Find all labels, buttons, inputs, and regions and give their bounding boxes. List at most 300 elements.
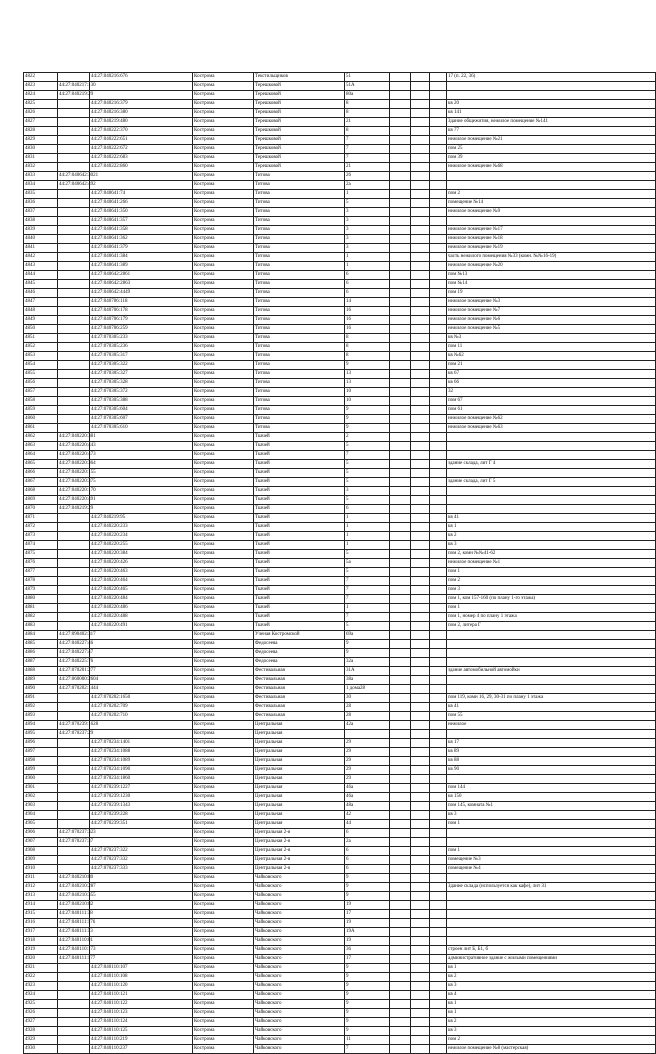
empty-cell [390, 739, 411, 748]
empty-cell [411, 658, 430, 667]
empty-cell [390, 901, 411, 910]
empty-cell [411, 703, 430, 712]
row-number-cell: 4929 [24, 1036, 58, 1045]
premises-cadastral-cell [90, 919, 193, 928]
street-cell: Ткачей [254, 613, 345, 622]
building-cadastral-cell [58, 811, 90, 820]
premises-note-cell: нежилое помещение №63 [447, 424, 656, 433]
city-cell: Кострома [193, 361, 254, 370]
empty-cell [430, 451, 447, 460]
street-cell: Титова [254, 244, 345, 253]
empty-cell [411, 73, 430, 82]
premises-note-cell: 32 [447, 388, 656, 397]
premises-note-cell: нежилое помещение №9 [447, 208, 656, 217]
empty-cell [430, 235, 447, 244]
table-row [24, 901, 656, 910]
city-cell: Кострома [193, 217, 254, 226]
house-number-cell: 8 [345, 109, 390, 118]
premises-cadastral-cell: 44:27:070239:1343 [90, 802, 193, 811]
table-row [24, 1027, 656, 1036]
row-number-cell: 4838 [24, 217, 58, 226]
row-number-cell: 4893 [24, 712, 58, 721]
street-cell: Титова [254, 235, 345, 244]
house-number-cell: 69а [345, 631, 390, 640]
table-row [24, 379, 656, 388]
empty-cell [411, 631, 430, 640]
row-number-cell: 4867 [24, 478, 58, 487]
premises-cadastral-cell: 44:27:040220:255 [90, 541, 193, 550]
premises-note-cell: кв 66 [447, 379, 656, 388]
premises-cadastral-cell: 44:27:040642:4449 [90, 289, 193, 298]
empty-cell [390, 82, 411, 91]
street-cell: Титова [254, 226, 345, 235]
building-cadastral-cell: 44:27:040219:29 [58, 91, 90, 100]
empty-cell [390, 694, 411, 703]
street-cell: Терешковой [254, 91, 345, 100]
table-row [24, 748, 656, 757]
street-cell: Фестивальная [254, 676, 345, 685]
street-cell: Титова [254, 316, 345, 325]
empty-cell [430, 172, 447, 181]
premises-note-cell: пом 2 [447, 577, 656, 586]
row-number-cell: 4909 [24, 856, 58, 865]
premises-note-cell: пом 39 [447, 154, 656, 163]
house-number-cell: 1 [345, 190, 390, 199]
house-number-cell: 51 [345, 73, 390, 82]
empty-cell [411, 379, 430, 388]
empty-cell [411, 199, 430, 208]
empty-cell [390, 181, 411, 190]
building-cadastral-cell [58, 235, 90, 244]
empty-cell [390, 442, 411, 451]
empty-cell [390, 658, 411, 667]
row-number-cell: 4914 [24, 901, 58, 910]
empty-cell [390, 847, 411, 856]
building-cadastral-cell [58, 298, 90, 307]
street-cell: Центральная [254, 793, 345, 802]
street-cell: Титова [254, 379, 345, 388]
table-row [24, 118, 656, 127]
building-cadastral-cell [58, 217, 90, 226]
table-row [24, 847, 656, 856]
city-cell: Кострома [193, 100, 254, 109]
row-number-cell: 4877 [24, 568, 58, 577]
empty-cell [390, 631, 411, 640]
premises-cadastral-cell: 44:27:040220:464 [90, 577, 193, 586]
house-number-cell: 7 [345, 586, 390, 595]
street-cell: Титова [254, 280, 345, 289]
street-cell: Ткачей [254, 505, 345, 514]
premises-cadastral-cell: 44:27:070234:1088 [90, 748, 193, 757]
empty-cell [430, 541, 447, 550]
premises-cadastral-cell [90, 649, 193, 658]
building-cadastral-cell [58, 370, 90, 379]
city-cell: Кострома [193, 730, 254, 739]
empty-cell [390, 775, 411, 784]
empty-cell [430, 379, 447, 388]
premises-note-cell: пом 3 [447, 586, 656, 595]
empty-cell [390, 370, 411, 379]
building-cadastral-cell [58, 109, 90, 118]
street-cell: Ткачей [254, 523, 345, 532]
premises-cadastral-cell [90, 82, 193, 91]
empty-cell [430, 442, 447, 451]
empty-cell [390, 487, 411, 496]
empty-cell [411, 649, 430, 658]
house-number-cell: 6 [345, 505, 390, 514]
building-cadastral-cell: 44:27:070202:1444 [58, 685, 90, 694]
building-cadastral-cell [58, 208, 90, 217]
premises-cadastral-cell: 44:27:040222:651 [90, 136, 193, 145]
premises-cadastral-cell: 44:27:040642:2861 [90, 271, 193, 280]
street-cell: Титова [254, 199, 345, 208]
table-row [24, 811, 656, 820]
premises-cadastral-cell [90, 172, 193, 181]
city-cell: Кострома [193, 721, 254, 730]
city-cell: Кострома [193, 514, 254, 523]
premises-cadastral-cell [90, 442, 193, 451]
empty-cell [411, 811, 430, 820]
empty-cell [430, 784, 447, 793]
empty-cell [390, 100, 411, 109]
empty-cell [390, 91, 411, 100]
street-cell: Ткачей [254, 604, 345, 613]
empty-cell [411, 829, 430, 838]
house-number-cell: 10 [345, 397, 390, 406]
empty-cell [430, 649, 447, 658]
street-cell: Ткачей [254, 541, 345, 550]
row-number-cell: 4901 [24, 784, 58, 793]
house-number-cell: 7 [345, 136, 390, 145]
empty-cell [430, 901, 447, 910]
building-cadastral-cell [58, 127, 90, 136]
street-cell: Ткачей [254, 595, 345, 604]
premises-cadastral-cell: 44:27:040110:107 [90, 964, 193, 973]
row-number-cell: 4887 [24, 658, 58, 667]
empty-cell [430, 712, 447, 721]
street-cell: Чайковского [254, 910, 345, 919]
building-cadastral-cell [58, 523, 90, 532]
empty-cell [430, 415, 447, 424]
premises-cadastral-cell [90, 829, 193, 838]
city-cell: Кострома [193, 460, 254, 469]
empty-cell [411, 559, 430, 568]
premises-note-cell: нежилое [447, 721, 656, 730]
empty-cell [411, 388, 430, 397]
house-number-cell: 19 [345, 937, 390, 946]
premises-note-cell: пом 1, ком 157-160 (по плану 1-го этажа) [447, 595, 656, 604]
table-row [24, 892, 656, 901]
street-cell: Ткачей [254, 478, 345, 487]
row-number-cell: 4925 [24, 1000, 58, 1009]
building-cadastral-cell [58, 388, 90, 397]
house-number-cell: 3 [345, 208, 390, 217]
premises-note-cell: пом 144 [447, 784, 656, 793]
premises-cadastral-cell: 44:27:070305:328 [90, 379, 193, 388]
premises-note-cell: нежилое помещение №7 [447, 307, 656, 316]
row-number-cell: 4928 [24, 1027, 58, 1036]
city-cell: Кострома [193, 1036, 254, 1045]
row-number-cell: 4862 [24, 433, 58, 442]
building-cadastral-cell [58, 856, 90, 865]
empty-cell [430, 298, 447, 307]
city-cell: Кострома [193, 946, 254, 955]
house-number-cell: 38а [345, 676, 390, 685]
empty-cell [430, 919, 447, 928]
empty-cell [390, 604, 411, 613]
empty-cell [430, 154, 447, 163]
empty-cell [390, 865, 411, 874]
row-number-cell: 4858 [24, 397, 58, 406]
table-row [24, 469, 656, 478]
premises-note-cell: кв 1 [447, 1009, 656, 1018]
house-number-cell: 5 [345, 478, 390, 487]
premises-cadastral-cell: 44:27:040220:491 [90, 622, 193, 631]
empty-cell [430, 973, 447, 982]
building-cadastral-cell [58, 604, 90, 613]
street-cell: Центральная [254, 820, 345, 829]
city-cell: Кострома [193, 712, 254, 721]
empty-cell [390, 937, 411, 946]
city-cell: Кострома [193, 82, 254, 91]
premises-note-cell: нежилое помещение №62 [447, 415, 656, 424]
building-cadastral-cell [58, 307, 90, 316]
premises-cadastral-cell [90, 451, 193, 460]
empty-cell [430, 91, 447, 100]
table-row [24, 415, 656, 424]
building-cadastral-cell: 44:27:040220:364 [58, 460, 90, 469]
street-cell: Федосеева [254, 658, 345, 667]
premises-cadastral-cell: 44:27:040641:358 [90, 226, 193, 235]
empty-cell [390, 1045, 411, 1054]
empty-cell [411, 577, 430, 586]
empty-cell [390, 973, 411, 982]
city-cell: Кострома [193, 496, 254, 505]
empty-cell [411, 775, 430, 784]
city-cell: Кострома [193, 244, 254, 253]
empty-cell [390, 154, 411, 163]
building-cadastral-cell [58, 379, 90, 388]
property-register-table [23, 72, 656, 1054]
empty-cell [430, 334, 447, 343]
city-cell: Кострома [193, 325, 254, 334]
house-number-cell: 5 [345, 199, 390, 208]
house-number-cell: 9 [345, 883, 390, 892]
premises-cadastral-cell: 44:27:040110:123 [90, 1009, 193, 1018]
table-row [24, 487, 656, 496]
premises-note-cell [447, 505, 656, 514]
table-row [24, 577, 656, 586]
empty-cell [411, 469, 430, 478]
empty-cell [411, 568, 430, 577]
premises-cadastral-cell [90, 631, 193, 640]
table-row [24, 1036, 656, 1045]
building-cadastral-cell [58, 820, 90, 829]
house-number-cell: 16 [345, 325, 390, 334]
empty-cell [390, 208, 411, 217]
building-cadastral-cell [58, 190, 90, 199]
house-number-cell: 17 [345, 910, 390, 919]
premises-cadastral-cell: 44:27:040220:465 [90, 586, 193, 595]
house-number-cell: 5 [345, 469, 390, 478]
building-cadastral-cell [58, 343, 90, 352]
row-number-cell: 4916 [24, 919, 58, 928]
premises-note-cell: пом 19 [447, 289, 656, 298]
empty-cell [411, 964, 430, 973]
house-number-cell: 19 [345, 919, 390, 928]
premises-note-cell: кв 17 [447, 739, 656, 748]
city-cell: Кострома [193, 874, 254, 883]
empty-cell [430, 109, 447, 118]
street-cell: Чайковского [254, 991, 345, 1000]
empty-cell [390, 145, 411, 154]
row-number-cell: 4840 [24, 235, 58, 244]
building-cadastral-cell [58, 1018, 90, 1027]
street-cell: Ткачей [254, 514, 345, 523]
premises-note-cell [447, 937, 656, 946]
empty-cell [430, 847, 447, 856]
street-cell: Титова [254, 334, 345, 343]
empty-cell [390, 784, 411, 793]
street-cell: Титова [254, 298, 345, 307]
empty-cell [390, 325, 411, 334]
empty-cell [411, 928, 430, 937]
city-cell: Кострома [193, 451, 254, 460]
empty-cell [430, 802, 447, 811]
empty-cell [390, 856, 411, 865]
row-number-cell: 4823 [24, 82, 58, 91]
empty-cell [411, 154, 430, 163]
premises-note-cell: кв 3 [447, 811, 656, 820]
premises-cadastral-cell: 44:27:040110:124 [90, 1018, 193, 1027]
house-number-cell: 2а [345, 181, 390, 190]
house-number-cell: 7 [345, 451, 390, 460]
house-number-cell: 19А [345, 928, 390, 937]
premises-cadastral-cell [90, 487, 193, 496]
premises-note-cell [447, 928, 656, 937]
premises-cadastral-cell: 44:27:070234:1401 [90, 739, 193, 748]
empty-cell [430, 928, 447, 937]
table-row [24, 991, 656, 1000]
empty-cell [411, 118, 430, 127]
empty-cell [430, 595, 447, 604]
premises-note-cell: кв 3 [447, 541, 656, 550]
city-cell: Кострома [193, 262, 254, 271]
empty-cell [411, 802, 430, 811]
row-number-cell: 4830 [24, 145, 58, 154]
empty-cell [390, 559, 411, 568]
house-number-cell: 9 [345, 1000, 390, 1009]
street-cell: Центральная [254, 802, 345, 811]
empty-cell [430, 145, 447, 154]
empty-cell [390, 838, 411, 847]
empty-cell [411, 343, 430, 352]
premises-cadastral-cell: 44:27:040216:379 [90, 100, 193, 109]
premises-note-cell: кв 77 [447, 127, 656, 136]
city-cell: Кострома [193, 316, 254, 325]
city-cell: Кострома [193, 955, 254, 964]
premises-cadastral-cell [90, 901, 193, 910]
premises-note-cell: административное здание с жилыми помещениями [447, 955, 656, 964]
premises-cadastral-cell: 44:27:040220:484 [90, 595, 193, 604]
premises-note-cell: Здание склада (используется как кафе), лит З1 [447, 883, 656, 892]
premises-note-cell [447, 901, 656, 910]
street-cell: Чайковского [254, 973, 345, 982]
table-row [24, 874, 656, 883]
house-number-cell: 3 [345, 487, 390, 496]
empty-cell [390, 550, 411, 559]
row-number-cell: 4897 [24, 748, 58, 757]
empty-cell [411, 865, 430, 874]
empty-cell [430, 424, 447, 433]
empty-cell [430, 190, 447, 199]
empty-cell [430, 163, 447, 172]
row-number-cell: 4919 [24, 946, 58, 955]
empty-cell [411, 442, 430, 451]
table-row [24, 235, 656, 244]
house-number-cell: 21 [345, 118, 390, 127]
empty-cell [411, 946, 430, 955]
table-row [24, 316, 656, 325]
empty-cell [390, 919, 411, 928]
empty-cell [430, 1000, 447, 1009]
house-number-cell: 5 [345, 568, 390, 577]
premises-note-cell [447, 496, 656, 505]
empty-cell [411, 352, 430, 361]
table-row [24, 451, 656, 460]
premises-cadastral-cell [90, 955, 193, 964]
empty-cell [390, 361, 411, 370]
empty-cell [430, 361, 447, 370]
empty-cell [411, 1009, 430, 1018]
street-cell: Фестивальная [254, 703, 345, 712]
table-row [24, 253, 656, 262]
table-row [24, 721, 656, 730]
house-number-cell: 6 [345, 271, 390, 280]
building-cadastral-cell [58, 802, 90, 811]
city-cell: Кострома [193, 541, 254, 550]
table-row [24, 82, 656, 91]
street-cell: Титова [254, 172, 345, 181]
empty-cell [411, 172, 430, 181]
house-number-cell: 6 [345, 280, 390, 289]
building-cadastral-cell [58, 154, 90, 163]
table-row [24, 703, 656, 712]
street-cell: Центральная [254, 784, 345, 793]
row-number-cell: 4903 [24, 802, 58, 811]
premises-note-cell: здание автомобильной автомойки [447, 667, 656, 676]
premises-cadastral-cell: 44:27:040706:118 [90, 298, 193, 307]
city-cell: Кострома [193, 991, 254, 1000]
empty-cell [430, 838, 447, 847]
house-number-cell: 17 [345, 955, 390, 964]
empty-cell [390, 883, 411, 892]
premises-note-cell [447, 919, 656, 928]
premises-note-cell: кв 141 [447, 109, 656, 118]
table-row [24, 604, 656, 613]
table-row [24, 154, 656, 163]
table-row [24, 442, 656, 451]
table-row [24, 424, 656, 433]
empty-cell [430, 829, 447, 838]
empty-cell [430, 685, 447, 694]
empty-cell [411, 676, 430, 685]
empty-cell [411, 604, 430, 613]
row-number-cell: 4853 [24, 352, 58, 361]
row-number-cell: 4854 [24, 361, 58, 370]
empty-cell [390, 703, 411, 712]
premises-note-cell: пом 1, номер 4 по плану 1 этажа [447, 613, 656, 622]
